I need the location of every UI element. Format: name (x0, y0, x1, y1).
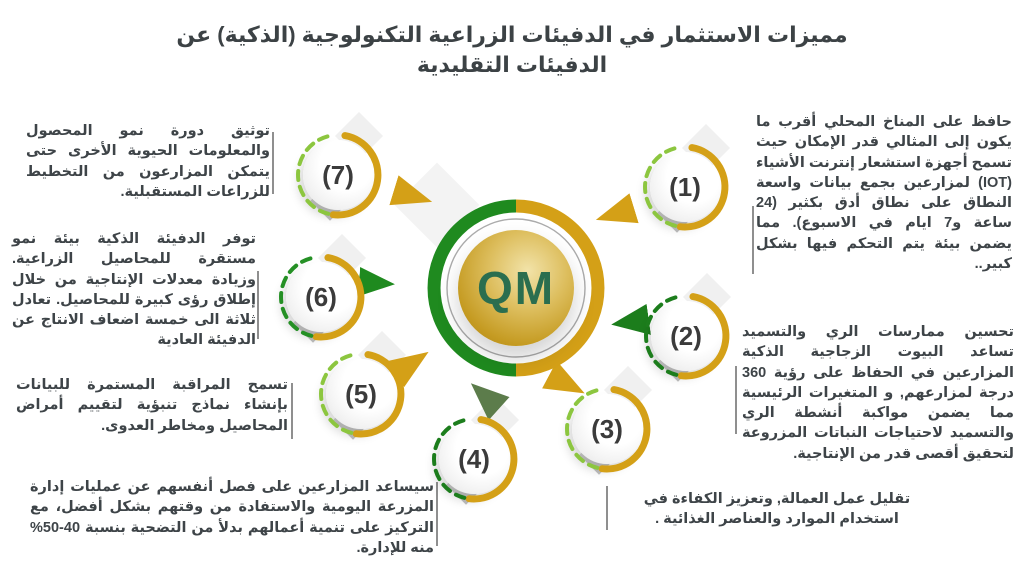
node-4 (426, 411, 522, 507)
node-7 (290, 127, 386, 223)
node-6 (273, 249, 369, 345)
item-1-text: حافظ على المناخ المحلي أقرب ما يكون إلى المثالي قدر الإمكان حيث تسمح أجهزة استشعار إنترنت الأشياء (IOT) لمزارعين بجمع بيانات واسعة النطاق على نطاق أدق بكثير (24 ساعة و7 ايام في الاسبوع). مما يضمن بيئة يتم التحكم فيها بشكل كبير.. (756, 114, 1012, 273)
item-7-text: توثيق دورة نمو المحصول والمعلومات الحيوية الأخرى حتى يتمكن المزارعون من التخطيط للزراعات المستقبلية. (26, 123, 270, 200)
node-4-number: (4) (458, 443, 490, 474)
item-5-text: تسمح المراقبة المستمرة للبيانات بإنشاء نماذج تنبؤية لتقييم أمراض المحاصيل ومخاطر العدوى. (16, 377, 288, 434)
node-5-number: (5) (345, 378, 377, 409)
node-6-number: (6) (305, 281, 337, 312)
node-5 (313, 346, 409, 442)
divider-6 (257, 271, 259, 339)
page-title: مميزات الاستثمار في الدفيئات الزراعية التكنولوجية (الذكية) عن الدفيئات التقليدية (176, 22, 848, 77)
node-1-number: (1) (669, 171, 701, 202)
node-3 (559, 381, 655, 477)
node-3-number: (3) (591, 413, 623, 444)
divider-2 (735, 366, 737, 434)
node-2-number: (2) (670, 320, 702, 351)
item-4-text: سيساعد المزارعين على فصل أنفسهم عن عمليات إدارة المزرعة اليومية والاستفادة من وقتهم بشكل أفضل، مع التركيز على تنمية أعمالهم بدلأ من التضحية بنسبة 40-50% منه للإدارة. (30, 479, 434, 556)
qm-gold-disc (458, 230, 574, 346)
item-2-text: تحسين ممارسات الري والتسميد تساعد البيوت الزجاجية الذكية المزارعين في الحفاظ على رؤية 360 درجة لمزارعهم, و المتغيرات الرئيسية مما يضمن مواكبة أنشطة الري والتسميد لاحتياجات النباتات المزروعة لتحقيق أقصى قدر من الإنتاجية. (742, 324, 1014, 462)
node-1 (637, 139, 733, 235)
node-7-number: (7) (322, 159, 354, 190)
item-6-text: توفر الدفيئة الذكية بيئة نمو مستقرة للمحاصيل الزراعية. وزيادة معدلات الإنتاجية من خلال إطلاق رؤى كبيرة للمحاصيل. تعادل ثلاثة الى خمسة اضعاف الانتاج عن الدفيئة العادية (12, 231, 256, 349)
node-2 (638, 288, 734, 384)
divider-1 (752, 206, 754, 274)
center-hub (421, 193, 611, 383)
divider-7 (272, 132, 274, 194)
qm-logo-text: QM (476, 262, 556, 314)
item-3-text: تقليل عمل العمالة, وتعزيز الكفاءة في استخدام الموارد والعناصر الغذائية . (643, 491, 911, 528)
divider-5 (291, 383, 293, 439)
divider-3 (606, 486, 608, 530)
